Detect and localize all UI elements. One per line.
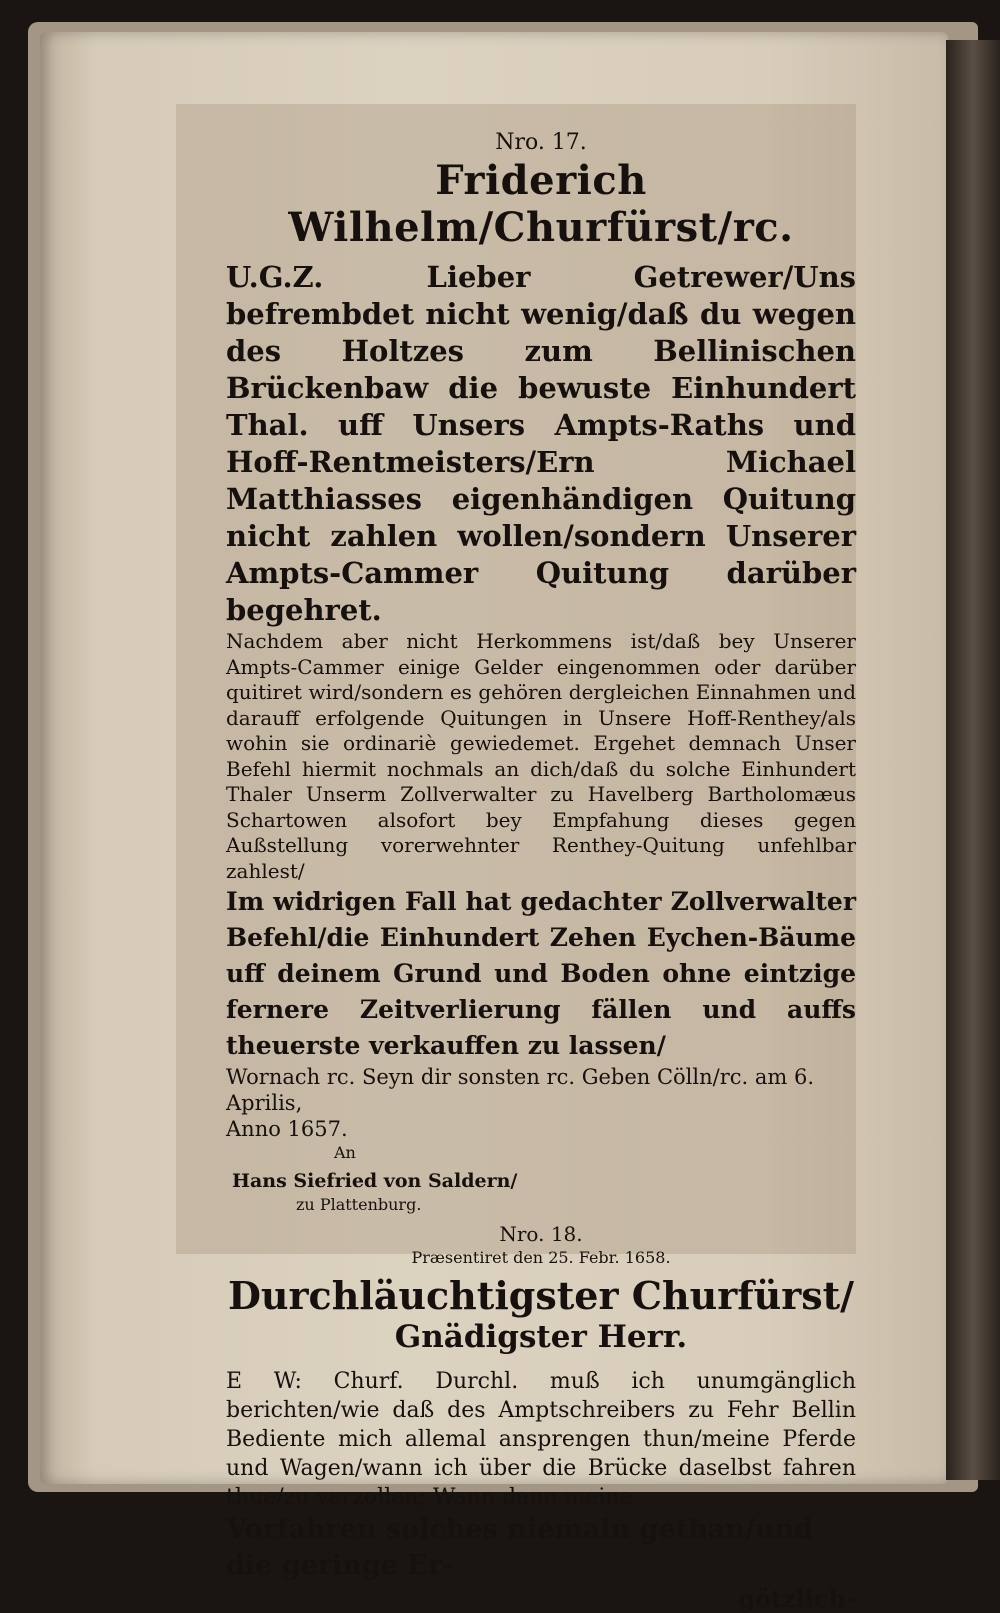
paragraph-letter-opening: U.G.Z. Lieber Getrewer/Uns befrembdet nicht wenig/daß du wegen des Holtzes zum Bellinischen Brückenbaw die bewuste Einhundert Thal. uff Unsers Ampts-Raths und Hoff-Rentmeisters/Ern Michael Matthiasses eigenhändigen Quitung nicht zahlen wollen/sondern Unserer Ampts-Cammer Quitung darüber begehret.: [226, 260, 856, 627]
address-an: An: [334, 1143, 356, 1162]
catchword: götzlich-: [738, 1584, 856, 1613]
document-text: [226, 130, 856, 1613]
letter-year: Anno 1657.: [226, 1117, 348, 1141]
paragraph-petition: E W: Churf. Durchl. muß ich unumgänglich berichten/wie daß des Amptschreibers zu Fehr Bellin Bediente mich allemal ansprengen thun/meine Pferde und Wagen/wann ich über die Brücke daselbst fahren thue/zu verzollen; Wann dann meine: [226, 1369, 856, 1510]
heading-salutation: Durchläuchtigster Churfürst/: [227, 1273, 855, 1318]
paragraph-letter-body: Nachdem aber nicht Herkommens ist/daß bey Unserer Ampts-Cammer einige Gelder eingenommen oder darüber quitiret wird/sondern es gehören dergleichen Einnahmen und darauff erfolgende Quitungen in Unsere Hoff-Renthey/als wohin sie ordinariè gewiedemet. Ergehet demnach Unser Befehl hiermit nochmals an dich/daß du solche Einhundert Thaler Unserm Zollverwalter zu Havelberg Bartholomæus Schartowen alsofort bey Empfahung dieses gegen Außstellung vorerwehnter Renthey-Quitung unfehlbar zahlest/: [226, 629, 856, 883]
addressee-place: zu Plattenburg.: [296, 1195, 422, 1214]
addressee-name: Hans Siefried von Saldern/: [232, 1170, 518, 1192]
paragraph-petition-bold: Vorfahren solches niemaln gethan/und die geringe Er-: [226, 1514, 813, 1581]
heading-gracious-lord: Gnädigster Herr.: [394, 1319, 688, 1355]
scanner-background: [946, 40, 1000, 1480]
section-number-17: Nro. 17.: [495, 130, 587, 155]
heading-elector: Friderich Wilhelm/Churfürst/rc.: [288, 157, 794, 251]
letter-closing: Wornach rc. Seyn dir sonsten rc. Geben Cölln/rc. am 6. Aprilis,: [226, 1065, 814, 1115]
paragraph-letter-order: Im widrigen Fall hat gedachter Zollverwalter Befehl/die Einhundert Zehen Eychen-Bäume uff deinem Grund und Boden ohne eintzige fernere Zeitverlierung fällen und auffs theuerste verkauffen zu lassen/: [226, 887, 856, 1060]
section-number-18: Nro. 18.: [499, 1222, 583, 1246]
presented-date: Præsentiret den 25. Febr. 1658.: [411, 1248, 671, 1267]
